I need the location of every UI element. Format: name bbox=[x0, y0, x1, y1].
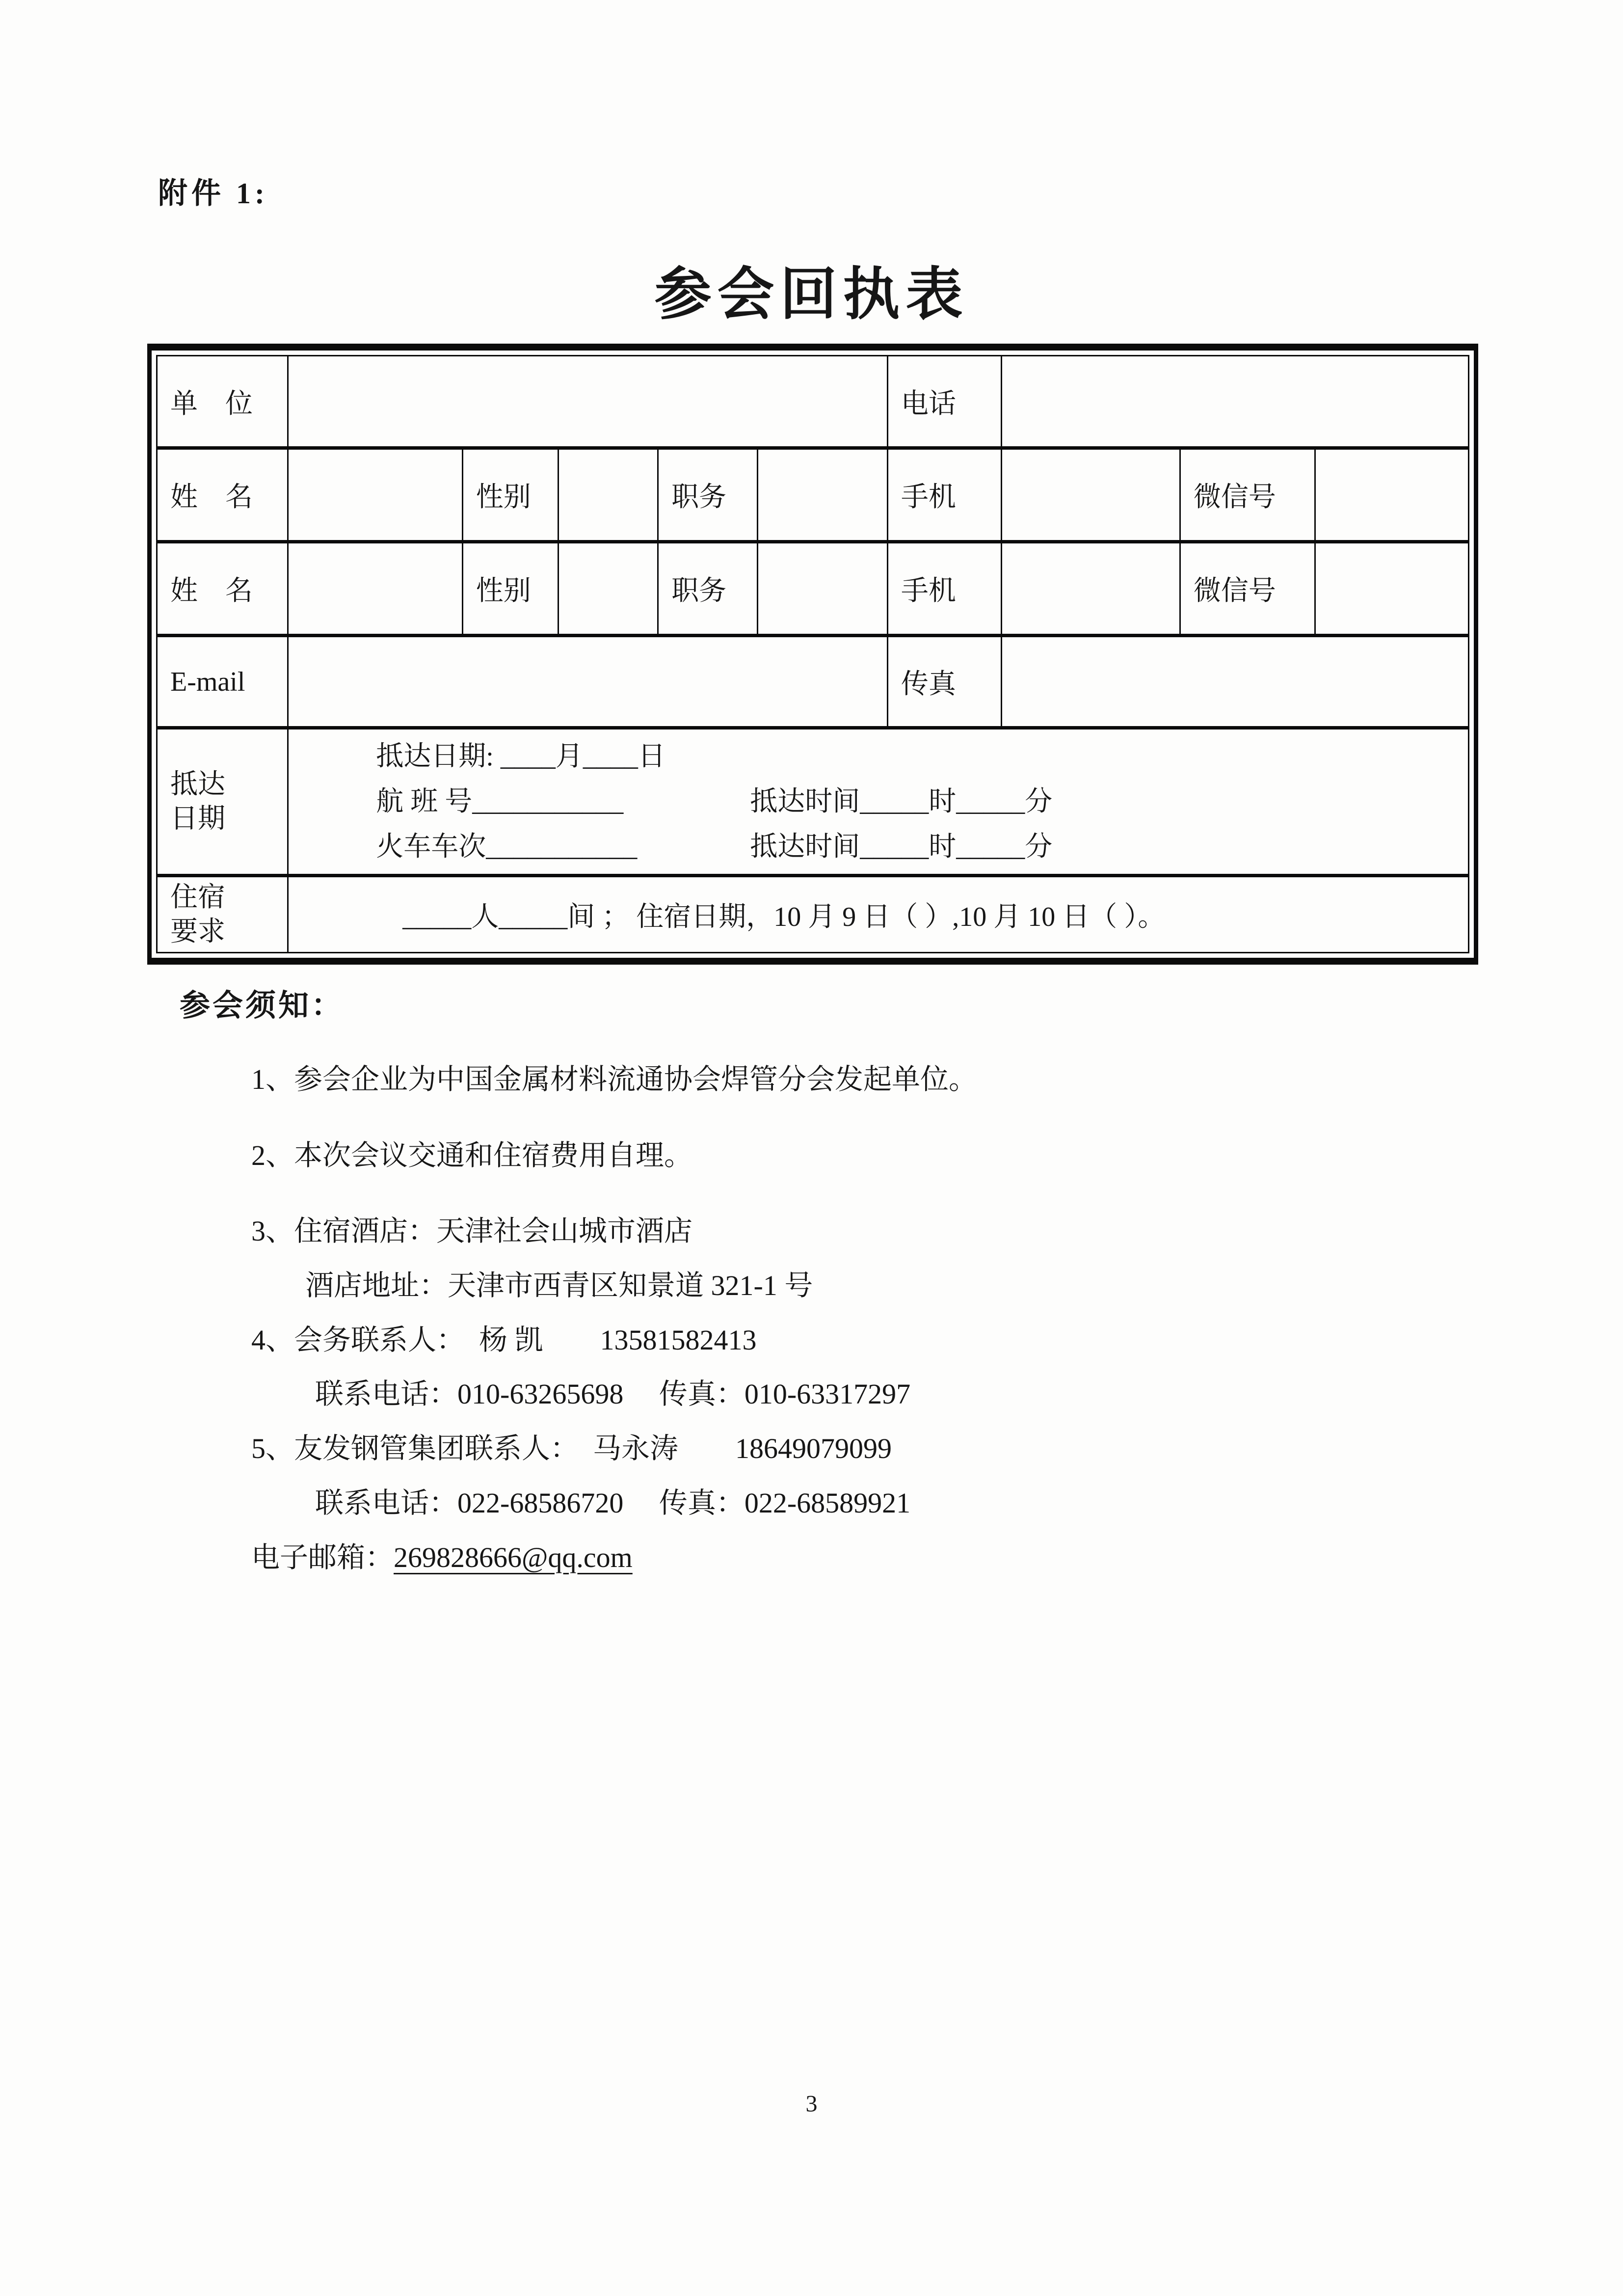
row-lodging bbox=[157, 876, 1469, 953]
train-number-blank: 火车车次___________ bbox=[376, 832, 638, 862]
note-item-text: 住宿酒店：天津社会山城市酒店 bbox=[294, 1215, 693, 1247]
lodging-content-cell: _____人_____间 ； 住宿日期，10 月 9 日（ ）,10 月 10 日（ ）。 bbox=[288, 876, 1469, 953]
note-item-text: 会务联系人： 杨 凯 13581582413 bbox=[294, 1324, 757, 1356]
attachment-label: 附件 1: bbox=[158, 177, 268, 210]
wechat-value-blank bbox=[1315, 542, 1469, 636]
name-value-blank bbox=[288, 542, 463, 636]
fax-label: 传真 bbox=[887, 636, 1002, 728]
email-address: 269828666@qq.com bbox=[394, 1541, 633, 1573]
flight-number-blank: 航 班 号___________ bbox=[376, 786, 624, 817]
page-title: 参会回执表 bbox=[654, 264, 969, 326]
arrival-flight-line bbox=[376, 779, 1463, 824]
note-item-text: 友发钢管集团联系人： 马永涛 18649079099 bbox=[294, 1432, 892, 1465]
wechat-label: 微信号 bbox=[1180, 448, 1315, 542]
note-item-5 bbox=[251, 1432, 1478, 1465]
email-value-blank bbox=[288, 636, 888, 728]
row-email bbox=[157, 636, 1469, 728]
position-label: 职务 bbox=[658, 448, 758, 542]
arrival-label bbox=[157, 728, 288, 876]
arrival-label-line1: 抵达 bbox=[170, 769, 225, 800]
arrival-date-line: 抵达日期: ____月____日 bbox=[376, 741, 665, 772]
unit-value-blank bbox=[288, 356, 888, 448]
row-attendee-1 bbox=[157, 448, 1469, 542]
row-arrival bbox=[157, 728, 1469, 876]
row-unit bbox=[157, 356, 1469, 448]
lodging-label bbox=[157, 876, 288, 953]
gender-label: 性别 bbox=[462, 542, 558, 636]
flight-arrival-time-blank: 抵达时间_____时_____分 bbox=[750, 786, 1053, 817]
position-value-blank bbox=[758, 542, 888, 636]
reply-form-grid bbox=[156, 355, 1469, 953]
email-line-label: 电子邮箱： bbox=[251, 1541, 394, 1573]
note-item-text: 本次会议交通和住宿费用自理。 bbox=[294, 1139, 693, 1171]
note-item-4 bbox=[251, 1324, 1478, 1357]
train-arrival-time-blank: 抵达时间_____时_____分 bbox=[750, 832, 1053, 862]
gender-value-blank bbox=[558, 448, 658, 542]
arrival-train-line bbox=[376, 824, 1463, 869]
mobile-label: 手机 bbox=[887, 542, 1002, 636]
note-item-text: 参会企业为中国金属材料流通协会焊管分会发起单位。 bbox=[294, 1063, 978, 1095]
row-attendee-2 bbox=[157, 542, 1469, 636]
name-label: 姓 名 bbox=[157, 448, 288, 542]
wechat-value-blank bbox=[1315, 448, 1469, 542]
name-label: 姓 名 bbox=[157, 542, 288, 636]
note-item-3-subline: 酒店地址：天津市西青区知景道 321-1 号 bbox=[305, 1270, 813, 1302]
mobile-value-blank bbox=[1002, 542, 1180, 636]
mobile-value-blank bbox=[1002, 448, 1180, 542]
notes-list bbox=[251, 1063, 1478, 1595]
note-item-3 bbox=[251, 1215, 1478, 1248]
position-value-blank bbox=[758, 448, 888, 542]
arrival-content-cell bbox=[288, 728, 1469, 876]
lodging-label-line2: 要求 bbox=[170, 917, 225, 947]
reply-form-table bbox=[147, 344, 1478, 965]
fax-value-blank bbox=[1002, 636, 1469, 728]
note-item-4-subline: 联系电话：010-63265698 传真：010-63317297 bbox=[315, 1378, 911, 1410]
phone-value-blank bbox=[1002, 356, 1469, 448]
position-label: 职务 bbox=[658, 542, 758, 636]
note-item-number: 1、 bbox=[251, 1063, 294, 1095]
note-item-5-subline: 联系电话：022-68586720 传真：022-68589921 bbox=[315, 1486, 911, 1519]
mobile-label: 手机 bbox=[887, 448, 1002, 542]
page-number: 3 bbox=[805, 2091, 818, 2117]
email-label: E-mail bbox=[157, 636, 288, 728]
notes-heading: 参会须知： bbox=[180, 989, 345, 1023]
gender-value-blank bbox=[558, 542, 658, 636]
gender-label: 性别 bbox=[462, 448, 558, 542]
note-item-number: 5、 bbox=[251, 1432, 294, 1465]
email-line bbox=[251, 1541, 1478, 1574]
note-item-number: 2、 bbox=[251, 1139, 294, 1171]
unit-label: 单 位 bbox=[157, 356, 288, 448]
note-item-2 bbox=[251, 1139, 1478, 1172]
arrival-label-line2: 日期 bbox=[170, 804, 225, 834]
name-value-blank bbox=[288, 448, 463, 542]
note-item-1 bbox=[251, 1063, 1478, 1096]
note-item-number: 4、 bbox=[251, 1324, 294, 1356]
phone-label: 电话 bbox=[887, 356, 1002, 448]
wechat-label: 微信号 bbox=[1180, 542, 1315, 636]
lodging-label-line1: 住宿 bbox=[170, 882, 225, 913]
note-item-number: 3、 bbox=[251, 1215, 294, 1247]
